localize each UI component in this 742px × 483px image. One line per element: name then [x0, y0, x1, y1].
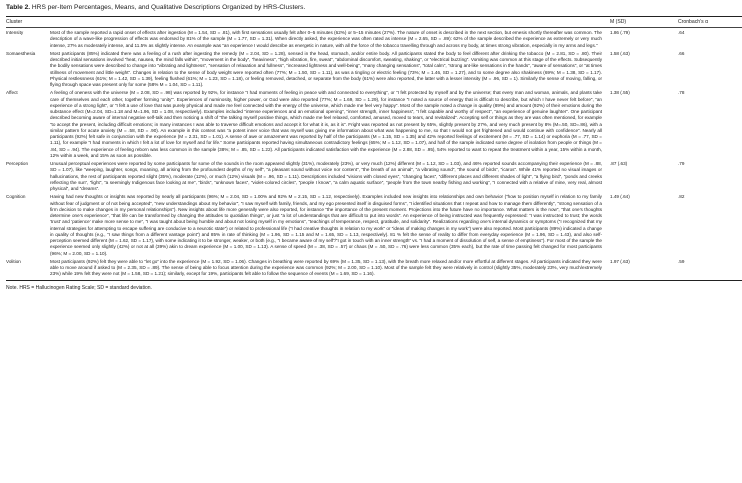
- cluster-name: Intensity: [6, 30, 24, 35]
- cluster-mean-sd: 1.49 (.64): [610, 194, 630, 200]
- header-cronbach-alpha: Cronbach’s α: [678, 17, 742, 28]
- cluster-alpha: .79: [678, 161, 685, 166]
- cluster-alpha: .82: [678, 194, 685, 200]
- header-description: [50, 17, 610, 28]
- cluster-mean-sd: 1.86 (.79): [610, 30, 630, 35]
- table-row: [6, 28, 742, 49]
- table-number: Table 2.: [6, 4, 31, 11]
- cluster-mean-sd: 1.58 (.63): [610, 50, 630, 56]
- cluster-description: Having had new thoughts or insights was reported by nearly all participants (96%; M = 2.04, SD = 1.00% and 92% M = 2.15, SD = 1.12, respectively). Examples included new insights into relationships and own behavior (“how to position myself in relation to my family without fear of judgment or of not being accepted”, “new understandings about my behavior”, “I saw myself with family, friends, and my ego presented itself in disguised forms”, “I identified situations that I repeat and how to manage them differently”, “strong sensation of a firm decision to make changes in my personal relationships”). New insights about life more generally were also reported, for instance “the importance of the present moment. Projections into the future have no importance. What matters is the now”, “that one’s thoughts determine one’s experience”, “that life can be transformed by changing the attitudes to quotidian things”, or just “a lot of understandings that are difficult to put into words”. An experience of being instructed was frequently expressed: “I was instructed to trust; the words ‘trust’ and ‘patience’ make more sense to me”, “I was taught about being humble and about not losing myself in my emotions”, “teachings of temperance, respect, gratitude, and solidarity”. Realizations regarding one’s internal dynamics or symptoms (“I recognized that my internal strategies for attempting to escape suffering are conducive to a neurotic state”) or related to professional life (“I had creative thoughts in relation to my work” or “ideas of making changes in my work”) were also reported. Most participants (89%) indicated a change in quality of thoughts (e.g., “I saw things from a different vantage point”) and 85% in rate of thinking (M = 1.96, SD = 1.15 and M = 1.65, SD = 1.13, respectively). 81 % felt the sense of reality to differ from everyday experience (M = 1.96, SD = 1.43), and also self-perception seemed different (M = 1.62, SD = 1.17), with some indicating it to be stronger, weaker, or both (e.g., “I became aware of my self”/“I got in touch with an inner strength” vs. “I had a moment of dissolution of self, a sense of emptiness”). For most of the sample the experience seemed only slightly (42%) or not at all (39%) akin to dream experience (M = 1.00, SD = 1.13). A sense of speed (M = .38, SD = .57) or chaos (M = .50, SD = .76) were less common (35% each), but the rate of time passing felt changed for most participants (96%; M = 2.00, SD = 1.10).: [50, 194, 602, 256]
- hrs-table: [6, 16, 742, 281]
- table-row: [6, 88, 742, 159]
- table-title: [6, 4, 736, 12]
- cluster-description: Unusual perceptual experiences were reported by some participants for some of the sounds in the room appeared slightly (31%), moderately (23%), or very much (12%) different (M = 1.12, SD = 1.03), and 46% reported sounds accompanying their experience (M = .88, SD = 1.07), like “weeping, laughter, songs, moaning, all arising from the profoundest depths of my self”, “a pleasant sound without voice nor content”, “the breath of an animal”, “a vibrating sound”, “the sound of birds”, “icaros”. While 41% reported no visual images or hallucinations, the rest of participants reported slight (35%), moderate (12%), or much (12%) visuals (M = .96, SD = 1.11). Descriptions included “visions with closed eyes”, “changing faces”, “different places and different shades of light”, “a flying bird”, “ponds and creeks reflecting the sun”, “light”, “a seemingly Indigenous face looking at me”, “birds”, “unknown faces”, “violet-colored circles”, “people I know”, “a calm aquatic surface”, “people from the town nearby fishing and working”, “I connected with a relative of mine, very real, almost physical”, and “dreams”.: [50, 161, 602, 191]
- cluster-name: Somaesthesia: [6, 50, 36, 56]
- cluster-alpha: .59: [678, 257, 742, 280]
- table-row: [6, 257, 742, 280]
- cluster-alpha: .64: [678, 30, 685, 35]
- table-note: Note. HRS = Hallucinogen Rating Scale; SD = standard deviation.: [6, 284, 152, 291]
- cluster-description: Most of the sample reported a rapid onset of effects after ingestion (M = 1.54, SD = .81), with first sensations usually felt after 0–5 minutes (62%) or 5–15 minutes (27%). The nature of onset is described in the next section, but emesis shortly thereafter was common. The description of a wave-like progression of effects was endorsed by 81% of the sample (M = 1.77, SD = 1.31). When directly asked, the experience was often rated as intense (M = 2.65, SD = .89): 62% of the sample described the experience as extremely or very much intense, 27% as moderately intense, and 11.5% as slightly intense. An example was “an experience I would describe as energetic in nature, with all the force of the tobacco travelling through and across my body, at times strong vibration, especially in my arms and legs.”: [50, 30, 602, 48]
- header-row: [6, 17, 742, 28]
- cluster-name: Perception: [6, 161, 29, 166]
- header-mean-sd: M (SD): [610, 17, 678, 28]
- table-row: [6, 159, 742, 192]
- cluster-mean-sd: 1.38 (.55): [610, 90, 630, 96]
- cluster-description: A feeling of oneness with the universe (M = 2.08, SD = .98) was reported by 92%, for instance “I had moments of feeling in peace with and connected to everything”, or “I felt protected by myself and by the universe; that every man and woman, animals, and plants take care of themselves and each other, together forming ‘unity’”. Experiences of numinosity, higher power, or God were also reported (77%; M = 1.69, SD = 1.29), for instance “I noted a source of energy that is difficult to describe, but which I have never felt before”, “an experience of a strong light”, or “I felt a use of love that was purely physical and made me feel connected with the energy of the universe, which made me feel very happy”. Most of the sample noted a change in quality (89%) and amount (92%) of their emotions during the substance effect (M=2.04, SD=1.18 and M=1.96, SD = 1.08, respectively). Examples included “intense experiences and an emotional opening”, “inner strength, inner happiness”, “I felt capable and worthy of respect”, “an experience of genuine laughter”. One participant described becoming aware of internal negative self-talk and then noticing a shift of “the talking myself positive things, which made me feel relaxed, comforted, amused, moved to tears, and revitalized”. Accepting self or things as they are was often mentioned, for example “to accept the present, including difficult emotions; in many instances I was able to traverse difficult emotions and accept it for what it is, as it is”. Fright was reported as not present by 65%, slightly present by 27%, and very much present by 8% (M=.50, SD=.86), with a similar pattern for acute anxiety (M = .58, SD = .90). An example in this context was “a potent inner voice that was myself was giving me information about what was happening to me, so that I would not get frightened and would continue with confidence”. Nearly all participants (92%) felt safe in conjunction with the experience (M = 2.31, SD = 1.01). A sense of awe or amazement was reported by half of the participants (M = 1.15, SD = 1.35) and 42% reported feelings of excitement (M = .77, SD = 1.14) or euphoria (M = .77, SD = 1.11), for example “I had moments in which I felt a lot of love for myself and for life.” Some participants reported having simultaneous contradictory feelings (65%; M = 1.12, SD = 1.07), and half of the sample indicated some degree of isolation from people or things (M = .84, SD = .94). The experience of feeling reborn was less common in the sample (38%; M = .85, SD = 1.22). All participants indicated satisfaction with the experience (M = 2.88, SD = .95), 54% reported to want to repeat the treatment within a year, 15% within a month, 12% within a week, and 15% as soon as possible.: [50, 90, 602, 158]
- table-row: [6, 192, 742, 257]
- cluster-mean-sd: .87 (.63): [610, 161, 628, 166]
- cluster-name: Affect: [6, 90, 18, 96]
- table-row: [6, 49, 742, 89]
- table-caption: HRS per-Item Percentages, Means, and Qualitative Descriptions Organized by HRS-Clusters.: [31, 4, 306, 11]
- cluster-alpha: .66: [678, 50, 685, 56]
- cluster-description: Most participants (85%) indicated there was a feeling of a rush after ingesting the remedy (M = 2.04, SD = 1.28), sensed in the head, stomach, and/or entire body. All participants stated the body to feel different after drinking the tobacco (M = 2.81, SD = .80). Their described initial sensations involved “heat, nausea, the mind falls within”, “movement in the body”, “heaviness”, “high vibration, fire, sweat”, “abdominal discomfort, sweating, shaking”, or “electrical buzzing”. Vomiting was common at this stage of the effects. Subsequently the bodily sensations were described to change into “vibrating and lightness”, “sensation of relaxation and fullness”, “increased lightness and well-being”, “many changing sensations”, “total calm”, “strong ant-like sensations in the hands”, “aware of sensations”, or “at times stillness of movement and little weight”. Changes in relation to the sense of body weight were reported often (77%; M = 1.50, SD = 1.11), as was a tingling or electric feeling (73%; M = 1.46, SD = 1.27), and to some degree also shakiness (69%; M = 1.38, SD = 1.17). Physical restlessness (61%; M = 1.42, SD = 1.39), feeling flushed (61%; M = 1.23, SD = 1.18), or feeling removed, detached, or separate from the body (61%) were also reported, the latter with a lesser intensity (M = .96, SD = 1). Similarly the sense of moving, falling, or flying through space was present only for some (58% M = 1.04, SD = 1.11).: [50, 50, 602, 87]
- header-cluster: Cluster: [6, 17, 50, 28]
- cluster-name: Cognition: [6, 194, 26, 200]
- cluster-description: Most participants (92%) felt they were able to “let go” into the experience (M = 1.92, SD = 1.06). Changes in breathing were reported by 69% (M = 1.35, SD = 1.13), with the breath more relaxed and/or more effortful at different stages. All participants indicated they were able to move around if asked to (M = 2.35, SD = .89). The sense of being able to focus attention during the experience was common (92%; M = 2.00, SD = 1.10). Most of the sample felt they were relatively in control (slightly 35%, moderately 23%, very much/extremely 23%) while 19% felt they were not (M = 1.58, SD = 1.21); similarly, except for 19%, participants felt able to follow the sequence of events (M = 1.69, SD = 1.16).: [50, 257, 610, 280]
- cluster-name: Volition: [6, 257, 50, 280]
- cluster-mean-sd: 1.97 (.63): [610, 257, 678, 280]
- cluster-alpha: .78: [678, 90, 685, 96]
